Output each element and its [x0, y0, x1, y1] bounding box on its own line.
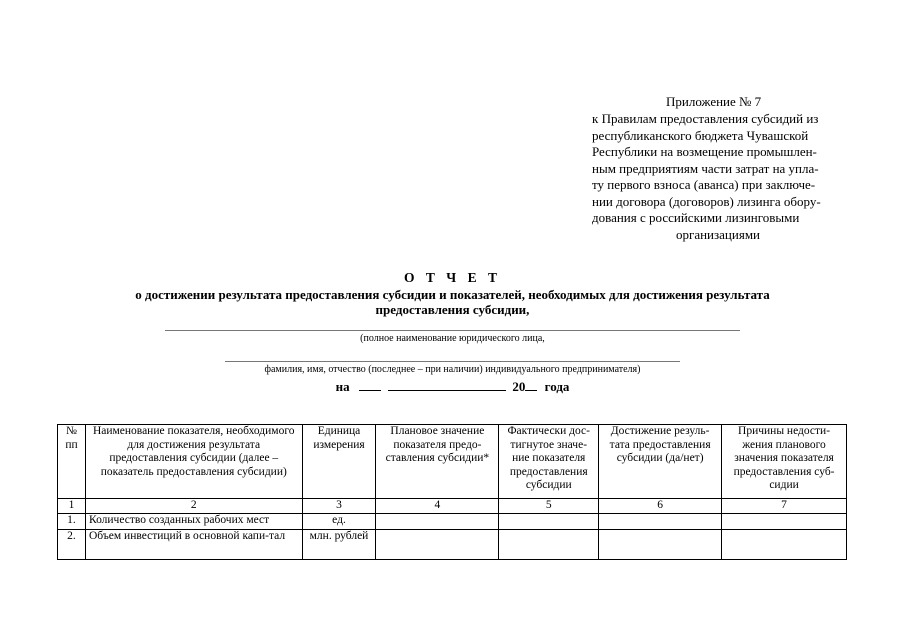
col-header-indicator: Наименование показателя, необходимого для достижения результата предоставления субсидии (далее – показатель предоставления субсидии) [85, 425, 302, 499]
appendix-line: нии договора (договоров) лизинга обору- [592, 193, 821, 209]
col-number: 7 [722, 499, 847, 514]
col-number: 4 [376, 499, 499, 514]
period-prefix: на [335, 379, 350, 394]
table-row [58, 513, 847, 529]
period-day-blank[interactable] [359, 390, 381, 391]
col-number: 5 [499, 499, 599, 514]
period-year-blank[interactable] [525, 390, 537, 391]
col-header-actual: Фактически дос-тигнутое значе-ние показателя предоставления субсидии [499, 425, 599, 499]
entity-name-caption: (полное наименование юридического лица, [360, 333, 545, 344]
entrepreneur-name-caption: фамилия, имя, отчество (последнее – при наличии) индивидуального предпринимателя) [264, 364, 641, 375]
report-title: О Т Ч Е Т [404, 270, 501, 285]
achievement-cell[interactable] [599, 529, 722, 559]
report-period [0, 379, 905, 395]
row-number: 2. [58, 529, 86, 559]
col-header-unit: Единица измерения [302, 425, 376, 499]
appendix-text [592, 111, 844, 243]
planned-value-cell[interactable] [376, 513, 499, 529]
indicator-unit: ед. [302, 513, 376, 529]
appendix-line: республиканского бюджета Чувашской [592, 127, 809, 143]
actual-value-cell[interactable] [499, 513, 599, 529]
appendix-line: ным предприятиям части затрат на упла- [592, 160, 819, 176]
header-row [58, 425, 847, 499]
reasons-cell[interactable] [722, 513, 847, 529]
planned-value-cell[interactable] [376, 529, 499, 559]
appendix-line: организациями [676, 226, 760, 242]
numbering-row [58, 499, 847, 514]
row-number: 1. [58, 513, 86, 529]
col-header-achievement: Достижение резуль-тата предоставления субсидии (да/нет) [599, 425, 722, 499]
period-suffix: года [544, 379, 570, 394]
indicator-unit: млн. рублей [302, 529, 376, 559]
appendix-line: ту первого взноса (аванса) при заключе- [592, 177, 816, 192]
col-number: 1 [58, 499, 86, 514]
appendix-line: к Правилам предоставления субсидий из [592, 111, 819, 126]
actual-value-cell[interactable] [499, 529, 599, 559]
indicator-name: Количество созданных рабочих мест [85, 513, 302, 529]
reasons-cell[interactable] [722, 529, 847, 559]
table-row [58, 529, 847, 559]
report-subtitle: о достижении результата предоставления субсидии и показателей, необходимых для достижения результата предоставления субсидии, [135, 287, 770, 317]
entity-name-line[interactable] [165, 330, 740, 331]
appendix-title: Приложение № 7 [666, 94, 762, 109]
period-year: 20 [512, 379, 526, 394]
indicator-name: Объем инвестиций в основной капи-тал [85, 529, 302, 559]
achievement-cell[interactable] [599, 513, 722, 529]
appendix-line: Республики на возмещение промышлен- [592, 144, 817, 159]
col-header-number: № пп [58, 425, 86, 499]
col-header-reasons: Причины недости-жения планового значения показателя предоставления суб-сидии [722, 425, 847, 499]
period-month-blank[interactable] [388, 390, 506, 391]
col-number: 2 [85, 499, 302, 514]
entrepreneur-name-line[interactable] [225, 361, 680, 362]
col-header-planned: Плановое значение показателя предо-ставления субсидии* [376, 425, 499, 499]
appendix-line: дования с российскими лизинговыми [592, 210, 800, 225]
col-number: 6 [599, 499, 722, 514]
col-number: 3 [302, 499, 376, 514]
indicators-table [57, 424, 847, 560]
